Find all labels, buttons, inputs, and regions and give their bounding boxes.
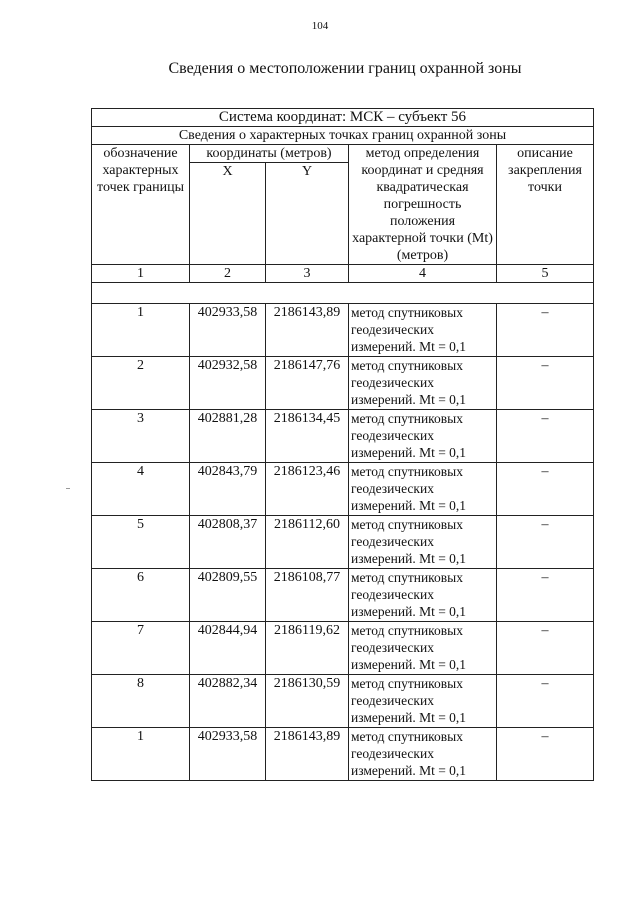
point-id-cell: 7 — [92, 622, 190, 675]
spacer-row — [92, 283, 594, 304]
description-cell: – — [497, 357, 594, 410]
coordinate-system-banner: Система координат: МСК – субъект 56 — [92, 109, 594, 127]
point-id-cell: 5 — [92, 516, 190, 569]
point-id-cell: 1 — [92, 304, 190, 357]
column-number: 2 — [190, 265, 266, 283]
point-id-cell: 8 — [92, 675, 190, 728]
x-coordinate-cell: 402808,37 — [190, 516, 266, 569]
method-cell: метод спутниковых геодезических измерений. Mt = 0,1 — [349, 463, 497, 516]
table-row — [92, 304, 594, 357]
method-cell: метод спутниковых геодезических измерений. Mt = 0,1 — [349, 675, 497, 728]
column-number-row — [92, 265, 594, 283]
method-cell: метод спутниковых геодезических измерений. Mt = 0,1 — [349, 622, 497, 675]
description-cell: – — [497, 410, 594, 463]
x-coordinate-cell: 402933,58 — [190, 304, 266, 357]
table-row — [92, 463, 594, 516]
method-cell: метод спутниковых геодезических измерений. Mt = 0,1 — [349, 516, 497, 569]
method-cell: метод спутниковых геодезических измерений. Mt = 0,1 — [349, 357, 497, 410]
spacer-cell — [92, 283, 594, 304]
table-row — [92, 622, 594, 675]
page-number: 104 — [311, 20, 329, 32]
y-coordinate-cell: 2186108,77 — [266, 569, 349, 622]
method-cell: метод спутниковых геодезических измерений. Mt = 0,1 — [349, 410, 497, 463]
point-id-cell: 3 — [92, 410, 190, 463]
point-id-cell: 6 — [92, 569, 190, 622]
y-coordinate-cell: 2186119,62 — [266, 622, 349, 675]
header-x: X — [190, 163, 266, 265]
header-y: Y — [266, 163, 349, 265]
description-cell: – — [497, 516, 594, 569]
x-coordinate-cell: 402843,79 — [190, 463, 266, 516]
scan-artifact — [66, 488, 70, 489]
description-cell: – — [497, 728, 594, 781]
description-cell: – — [497, 622, 594, 675]
x-coordinate-cell: 402933,58 — [190, 728, 266, 781]
y-coordinate-cell: 2186134,45 — [266, 410, 349, 463]
x-coordinate-cell: 402882,34 — [190, 675, 266, 728]
y-coordinate-cell: 2186112,60 — [266, 516, 349, 569]
x-coordinate-cell: 402809,55 — [190, 569, 266, 622]
table-row — [92, 728, 594, 781]
column-number: 4 — [349, 265, 497, 283]
table-row — [92, 516, 594, 569]
point-id-cell: 4 — [92, 463, 190, 516]
description-cell: – — [497, 675, 594, 728]
table-row — [92, 569, 594, 622]
method-cell: метод спутниковых геодезических измерений. Mt = 0,1 — [349, 569, 497, 622]
x-coordinate-cell: 402844,94 — [190, 622, 266, 675]
x-coordinate-cell: 402881,28 — [190, 410, 266, 463]
header-coordinates: координаты (метров) — [190, 145, 349, 163]
table-row — [92, 357, 594, 410]
header-designation: обозначение характерных точек границы — [92, 145, 190, 265]
header-method: метод определения координат и средняя квадратическая погрешность положения характерной точки (Mt) (метров) — [349, 145, 497, 265]
section-banner: Сведения о характерных точках границ охранной зоны — [92, 127, 594, 145]
description-cell: – — [497, 569, 594, 622]
boundary-points-table — [91, 108, 594, 781]
y-coordinate-cell: 2186147,76 — [266, 357, 349, 410]
y-coordinate-cell: 2186143,89 — [266, 728, 349, 781]
description-cell: – — [497, 463, 594, 516]
description-cell: – — [497, 304, 594, 357]
method-cell: метод спутниковых геодезических измерений. Mt = 0,1 — [349, 304, 497, 357]
document-title: Сведения о местоположении границ охранной зоны — [168, 60, 522, 77]
column-number: 1 — [92, 265, 190, 283]
point-id-cell: 2 — [92, 357, 190, 410]
table-row — [92, 675, 594, 728]
column-number: 3 — [266, 265, 349, 283]
column-number: 5 — [497, 265, 594, 283]
method-cell: метод спутниковых геодезических измерений. Mt = 0,1 — [349, 728, 497, 781]
table-row — [92, 410, 594, 463]
y-coordinate-cell: 2186143,89 — [266, 304, 349, 357]
y-coordinate-cell: 2186123,46 — [266, 463, 349, 516]
header-description: описание закрепления точки — [497, 145, 594, 265]
y-coordinate-cell: 2186130,59 — [266, 675, 349, 728]
point-id-cell: 1 — [92, 728, 190, 781]
x-coordinate-cell: 402932,58 — [190, 357, 266, 410]
